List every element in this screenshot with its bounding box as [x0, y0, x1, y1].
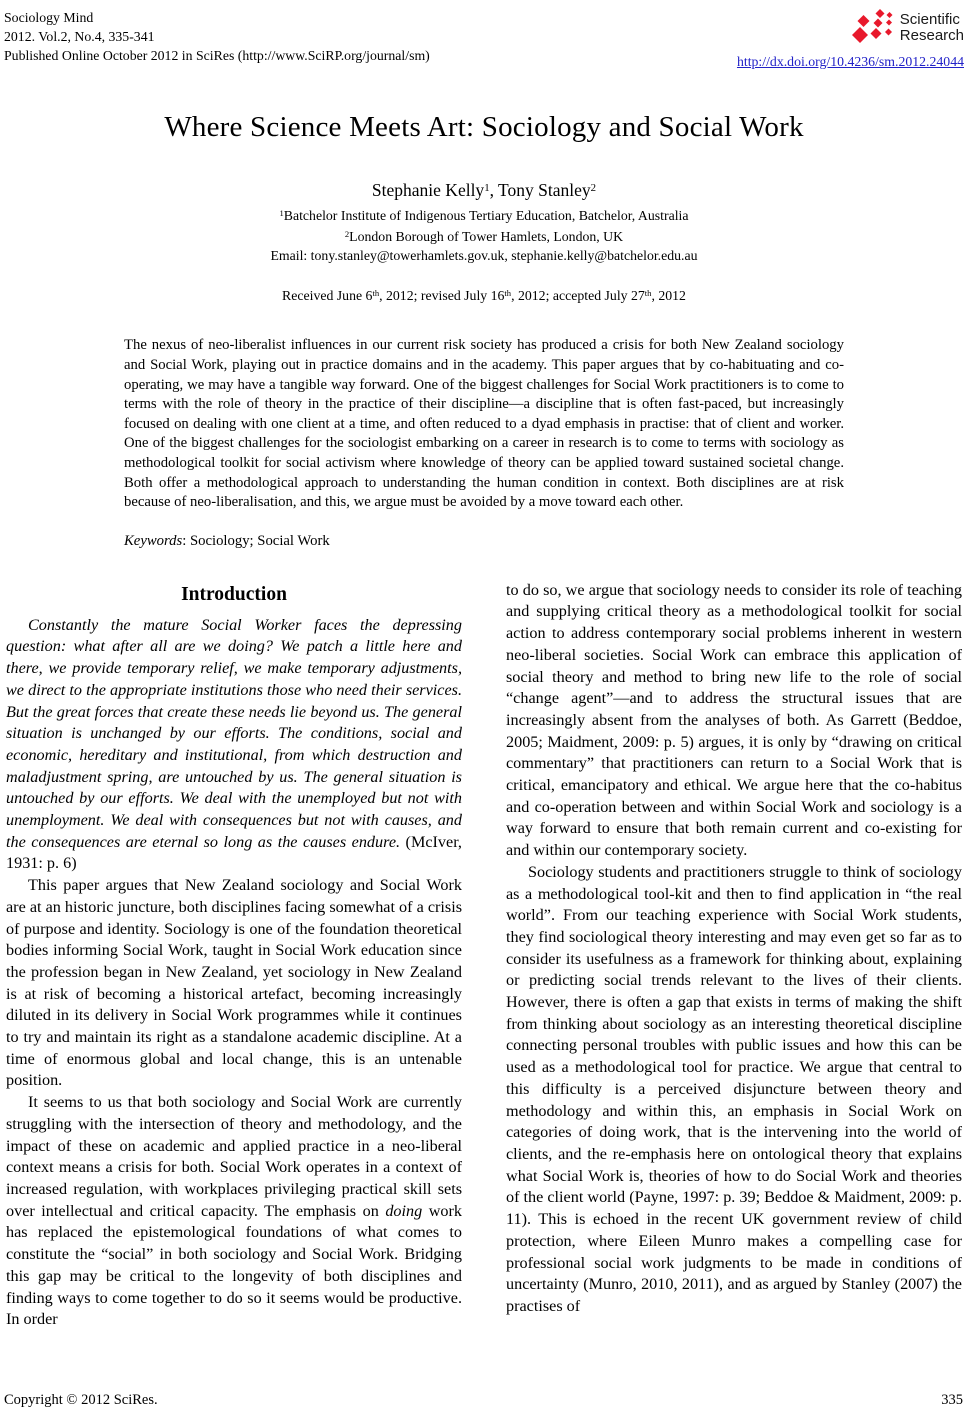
- affiliation-text-1: Batchelor Institute of Indigenous Tertiary Education, Batchelor, Australia: [283, 208, 689, 223]
- affiliations-block: [4, 206, 964, 247]
- publisher-block: [737, 8, 964, 71]
- affiliation-text-2: London Borough of Tower Hamlets, London, UK: [349, 228, 624, 244]
- received-part: , 2012; revised July 16: [379, 288, 505, 304]
- affiliation-sup-2: 2: [344, 228, 350, 239]
- intro-quote-text: Constantly the mature Social Worker faces the depressing question: what after all are we doing? We patch a little here and there, we provide temporary relief, we make temporary adjustments, we direct to the appropriate institutions those who need their services. But the great forces that create these needs lie beyond us. The general situation is unchanged by our efforts. The conditions, social and economic, hereditary and institutional, from which destruction and maladjustment spring, are untouched by us. The general situation is untouched by our efforts. We deal with the unemployed but not with unemployment. We deal with consequences but not with causes, and the consequences are eternal so long as the causes endure.: [6, 615, 462, 851]
- received-sup: th: [372, 288, 380, 299]
- publisher-logo-line1: Scientific: [899, 11, 960, 29]
- affiliation-sup-1: 1: [279, 207, 284, 218]
- page-header: [4, 8, 964, 71]
- received-part: , 2012; accepted July 27: [511, 288, 645, 304]
- author-name-2: Tony Stanley: [498, 180, 591, 200]
- keywords-label: Keywords: [124, 532, 183, 549]
- journal-published-line: Published Online October 2012 in SciRes (http://www.SciRP.org/journal/sm): [4, 48, 430, 64]
- intro-quote-citation: (McIver, 1931: p. 6): [6, 832, 462, 873]
- author-separator: ,: [489, 180, 499, 200]
- abstract-text: The nexus of neo-liberalist influences in our current risk society has produced a crisis for both New Zealand sociology and Social Work, playing out in practice domains and in the academy. This paper argues that by co-habituating and co-operating, we may have a tangible way forward. One of the biggest challenges for Social Work practitioners is to come to terms with the role of theory in the practice of their discipline—a discipline that is often fast-paced, but increasingly focused on dealing with one client at a time, and often reduced to a dyad emphasis in practise: that of client and worker. One of the biggest challenges for the sociologist embarking on a career in research is to come to terms with sociology as methodological toolkit for social activism where knowledge of theory can be applied toward sustained societal change. Both offer a methodological approach to understanding the human condition in context. Both disciplines are at risk because of neo-liberalisation, and this, we argue must be avoided by a move toward each other.: [124, 337, 844, 511]
- intro-paragraph-3-pre: It seems to us that both sociology and Social Work are currently struggling with the intersection of theory and methodology, and the impact of these on academic and applied practice in a neo-liberal context means a crisis for both. Social Work operates in a context of increased regulation, with workplaces privileging practical skill sets over intellectual and critical capacity. The emphasis on: [6, 1093, 462, 1220]
- affiliation-line-1: [4, 206, 964, 227]
- author-sup-1: 1: [484, 181, 490, 194]
- intro-quote-paragraph: [6, 615, 462, 875]
- affiliation-line-2: [4, 227, 964, 248]
- footer-copyright: Copyright © 2012 SciRes.: [4, 1392, 158, 1408]
- received-line: [4, 288, 964, 304]
- journal-info-block: [4, 8, 430, 65]
- publisher-logo-line2: Research: [899, 27, 964, 44]
- journal-name: Sociology Mind: [4, 10, 94, 25]
- doi-link[interactable]: http://dx.doi.org/10.4236/sm.2012.24044: [736, 54, 964, 69]
- intro-paragraph-3: [6, 1092, 462, 1331]
- received-sup: th: [504, 288, 512, 299]
- intro-paragraph-2: This paper argues that New Zealand sociology and Social Work are at an historic juncture, both disciplines facing somewhat of a crisis of purpose and identity. Sociology is one of the foundation theoretical bodies informing Social Work, taught in Social Work education since the profession began in New Zealand, yet sociology in New Zealand is at risk of becoming a historical artefact, becoming increasingly diluted in its delivery in Social Work programmes while it continues to try and maintain its right as a standalone academic discipline. At a time of enormous global and local change, this is an untenable position.: [6, 876, 462, 1090]
- email-line: Email: tony.stanley@towerhamlets.gov.uk, stephanie.kelly@batchelor.edu.au: [270, 248, 698, 264]
- footer-page-number: 335: [941, 1392, 963, 1408]
- body-paragraph-2: Sociology students and practitioners struggle to think of sociology as a methodological tool-kit and then to find application in “the real world”. From our teaching experience with Social Work students, they find sociological theory interesting and may even get so far as to consider its usefulness as a framework for thinking about, explaining or predicting social trends relevant to the lives of their clients. However, there is often a gap that exists in terms of making the shift from thinking about sociology as an interesting theoretical discipline connecting personal troubles with public issues and how this can be used as a methodological tool for practice. We argue that central to this difficulty is a perceived disjuncture between theory and methodology and within this, an emphasis in Social Work on categories of doing work, that is the intervening into the world of clients, and the re-emphasis here on ontological theory that explains what Social Work is, theories of how to do Social Work and theories of the client world (Payne, 1997: p. 39; Beddoe & Maidment, 2009: p. 11). This is echoed in the recent UK government review of child protection, where Eileen Munro makes a compelling case for professional social work judgments to be made in conditions of uncertainty (Munro, 2010, 2011), and as argued by Stanley (2007) the practises of: [506, 862, 962, 1315]
- section-heading-introduction: Introduction: [181, 583, 287, 605]
- left-column: [6, 580, 462, 1331]
- authors-line: [4, 180, 964, 201]
- intro-paragraph-3-emphasis: doing: [385, 1201, 423, 1220]
- page-footer: [4, 1392, 963, 1409]
- keywords-values: : Sociology; Social Work: [182, 532, 330, 549]
- body-paragraph-continuation: to do so, we argue that sociology needs to consider its role of teaching and supplying critical theory as a methodological toolkit for social action to address contemporary social problems inherent in western neo-liberal societies. Social Work can embrace this application of social theory and method to bring new life to the role of social “change agent”—and to address the structural issues that are increasingly absent from the analyses of both. As Garrett (Beddoe, 2005; Maidment, 2009: p. 5) argues, it is only by “drawing on critical commentary” that practitioners can return to a Social Work that is critical, emancipatory and ethical. We argue here that the co-habitus and co-operation between and within Social Work and sociology is a way forward to ensure that both remain current and co-existing for and within our contemporary society.: [506, 580, 962, 860]
- publisher-logo-text: [900, 12, 964, 44]
- author-name-1: Stephanie Kelly: [371, 180, 485, 200]
- right-column: [506, 580, 962, 1331]
- journal-volume-line: 2012. Vol.2, No.4, 335-341: [4, 29, 155, 45]
- received-part: Received June 6: [282, 288, 373, 304]
- paper-title: Where Science Meets Art: Sociology and Social Work: [164, 111, 804, 143]
- publisher-logo: [737, 8, 964, 48]
- received-sup: th: [644, 288, 652, 299]
- body-columns: [4, 580, 964, 1331]
- intro-paragraph-3-post: work has replaced the epistemological foundations of what comes to constitute the “social” in both sociology and Social Work. Bridging this gap may be critical to the longevity of both disciplines and finding ways to come together to do so it seems would be productive. In order: [6, 1201, 462, 1329]
- received-part: , 2012: [651, 288, 686, 304]
- scientific-research-diamonds-icon: [851, 8, 895, 48]
- author-sup-2: 2: [590, 181, 597, 194]
- keywords-line: [124, 533, 844, 550]
